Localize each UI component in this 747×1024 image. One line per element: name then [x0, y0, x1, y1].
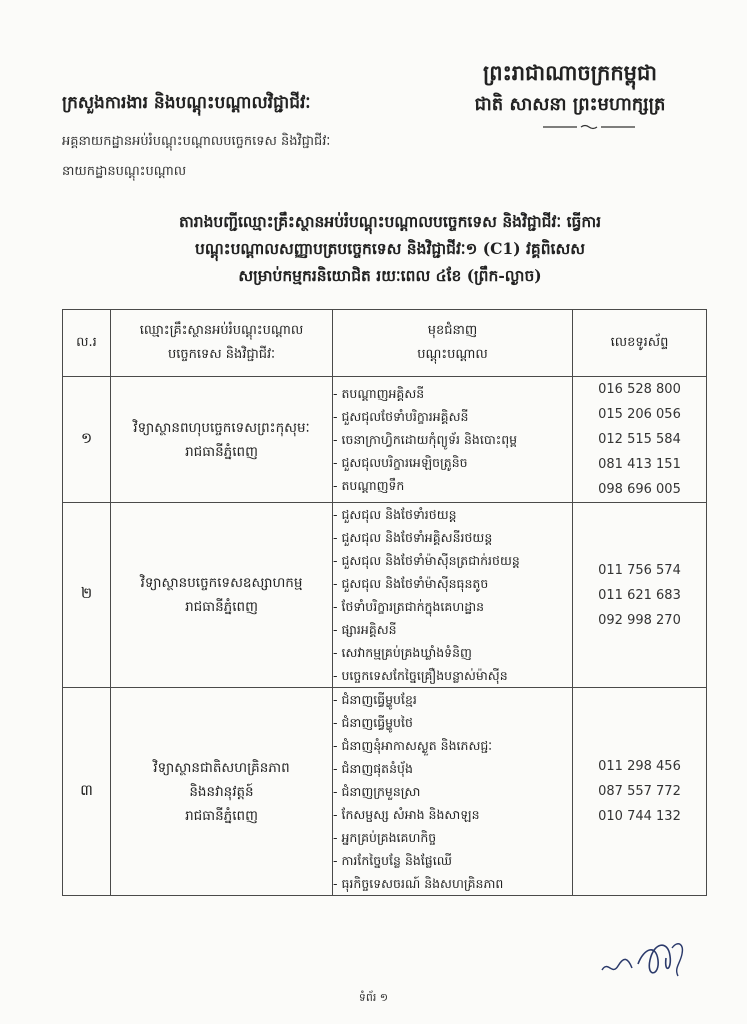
ministry-name: ក្រសួងការងារ និងបណ្តុះបណ្តាលវិជ្ជាជីវៈ	[62, 93, 311, 113]
skill-item: - សេវាកម្មគ្រប់គ្រងឃ្លាំងទំនិញ	[333, 641, 572, 664]
institution-name-line: និងនវានុវត្តន៍	[189, 783, 254, 800]
skill-item: - អ្នកគ្រប់គ្រងគេហកិច្ច	[333, 826, 572, 849]
row-number: ២	[63, 503, 111, 688]
page-number: ទំព័រ ១	[358, 991, 389, 1004]
table-row	[63, 503, 707, 688]
header-skill-line: មុខជំនាញ	[427, 323, 478, 338]
skill-item: - ជួសជុល និងថែទាំម៉ាស៊ីនធុនតូច	[333, 572, 572, 595]
phone-number: 010 744 132	[598, 809, 681, 824]
national-motto: ជាតិ សាសនា ព្រះមហាក្សត្រ	[474, 94, 666, 115]
row-number: ១	[63, 377, 111, 503]
skill-list	[333, 382, 572, 497]
skill-item: - ជំនាញផុតនំប៉័ង	[333, 757, 572, 780]
header-skill	[333, 310, 573, 377]
phone-number: 016 528 800	[598, 382, 681, 397]
phone-number: 011 756 574	[598, 562, 681, 578]
skill-item: - ជំនាញនុំអាកាសស្ងួត និងភេសជ្ជៈ	[333, 734, 572, 757]
table-header-row	[63, 310, 707, 377]
skill-item: - ជំនាញធ្វើម្ហូបខ្មែរ	[333, 688, 572, 711]
row-number: ៣	[63, 688, 111, 896]
skill-item: - កែសម្ផស្ស សំអាង និងសាឡន	[333, 803, 572, 826]
skill-list	[333, 503, 572, 687]
skill-item: - ជួសជុល និងថែទាំរថយន្ត	[333, 503, 572, 526]
document-title	[120, 208, 660, 289]
institution-location-line: រាជធានីភ្នំពេញ	[185, 807, 258, 824]
skill-item: - ផ្សារអគ្គិសនី	[333, 618, 572, 641]
title-line: តារាងបញ្ជីឈ្មោះគ្រឹះស្ថានអប់រំបណ្តុះបណ្តាលបច្ចេកទេស និងវិជ្ជាជីវៈ ធ្វើការ	[178, 212, 602, 231]
skills-cell	[333, 688, 573, 896]
signature-mark-icon	[598, 930, 690, 986]
title-line: សម្រាប់កម្មករនិយោជិត រយៈពេល ៤ខែ (ព្រឹក-ល្ងាច)	[238, 266, 542, 285]
phone-number: 092 998 270	[598, 612, 681, 628]
institution-table	[62, 309, 707, 896]
department-name: អគ្គនាយកដ្ឋានអប់រំបណ្តុះបណ្តាលបច្ចេកទេស និងវិជ្ជាជីវៈ	[62, 134, 331, 149]
skill-item: - ជួសជុលថែទាំបរិក្ខារអគ្គិសនី	[333, 405, 572, 428]
skill-item: - ថែទាំបរិក្ខារត្រជាក់ក្នុងគេហដ្ឋាន	[333, 595, 572, 618]
institution-cell	[111, 503, 333, 688]
skill-item: - ចេនាក្រាហ្វិកដោយកុំព្យូទ័រ និងបោះពុម្ព	[333, 428, 572, 451]
phone-number: 011 621 683	[598, 587, 681, 603]
phone-number: 081 413 151	[598, 457, 681, 472]
header-phone: លេខទូរស័ព្ទ	[573, 310, 707, 377]
phone-number: 015 206 056	[598, 407, 681, 422]
skill-item: - ការកែច្នៃបន្លែ និងផ្លែឈើ	[333, 849, 572, 872]
skill-item: - បច្ចេកទេសកែច្នៃគ្រឿងបន្លាស់ម៉ាស៊ីន	[333, 664, 572, 687]
phones-cell	[573, 688, 707, 896]
skill-item: - តបណ្តាញទឹក	[333, 474, 572, 497]
skill-item: - ជួសជុលបរិក្ខារអេឡិចត្រូនិច	[333, 451, 572, 474]
skill-list	[333, 688, 572, 895]
header-skill-line: បណ្តុះបណ្តាល	[417, 347, 488, 362]
skill-item: - ជំនាញក្រមួនស្រា	[333, 780, 572, 803]
table-row	[63, 377, 707, 503]
phone-number: 087 557 772	[598, 784, 681, 799]
skill-item: - ជំនាញធ្វើម្ហូបថៃ	[333, 711, 572, 734]
sub-department-name: នាយកដ្ឋានបណ្តុះបណ្តាល	[62, 164, 187, 179]
title-line: បណ្តុះបណ្តាលសញ្ញាបត្របច្ចេកទេស និងវិជ្ជាជីវៈ១ (C1) វគ្គពិសេស	[195, 239, 585, 258]
phone-number: 098 696 005	[598, 482, 681, 497]
institution-cell	[111, 377, 333, 503]
skill-item: - ធុរកិច្ចទេសចរណ៍ និងសហគ្រិនភាព	[333, 872, 572, 895]
phones-cell	[573, 377, 707, 503]
phones-cell	[573, 503, 707, 688]
table-row	[63, 688, 707, 896]
institution-name-line: វិទ្យាស្ថានជាតិសហគ្រិនភាព	[153, 759, 290, 776]
phone-number: 012 515 584	[598, 432, 681, 447]
header-institution-line: បច្ចេកទេស និងវិជ្ជាជីវៈ	[167, 347, 276, 362]
institution-cell	[111, 688, 333, 896]
phone-number: 011 298 456	[598, 759, 681, 774]
institution-name-line: វិទ្យាស្ថានបច្ចេកទេសឧស្សាហកម្ម	[140, 575, 303, 591]
header-institution	[111, 310, 333, 377]
institution-name-line: វិទ្យាស្ថានពហុបច្ចេកទេសព្រះកុសុមៈ	[133, 419, 310, 436]
kingdom-name: ព្រះរាជាណាចក្រកម្ពុជា	[482, 60, 657, 85]
header-institution-line: ឈ្មោះគ្រឹះស្ថានអប់រំបណ្តុះបណ្តាល	[139, 323, 304, 338]
header-number: ល.រ	[63, 310, 111, 377]
ornament-divider-icon	[543, 124, 635, 130]
institution-location-line: រាជធានីភ្នំពេញ	[185, 443, 258, 460]
kingdom-heading	[445, 56, 695, 120]
skill-item: - ជួសជុល និងថែទាំម៉ាស៊ីនត្រជាក់រថយន្ត	[333, 549, 572, 572]
skills-cell	[333, 503, 573, 688]
skill-item: - តបណ្តាញអគ្គិសនី	[333, 382, 572, 405]
institution-location-line: រាជធានីភ្នំពេញ	[185, 599, 258, 615]
skills-cell	[333, 377, 573, 503]
skill-item: - ជួសជុល និងថែទាំអគ្គិសនីរថយន្ត	[333, 526, 572, 549]
